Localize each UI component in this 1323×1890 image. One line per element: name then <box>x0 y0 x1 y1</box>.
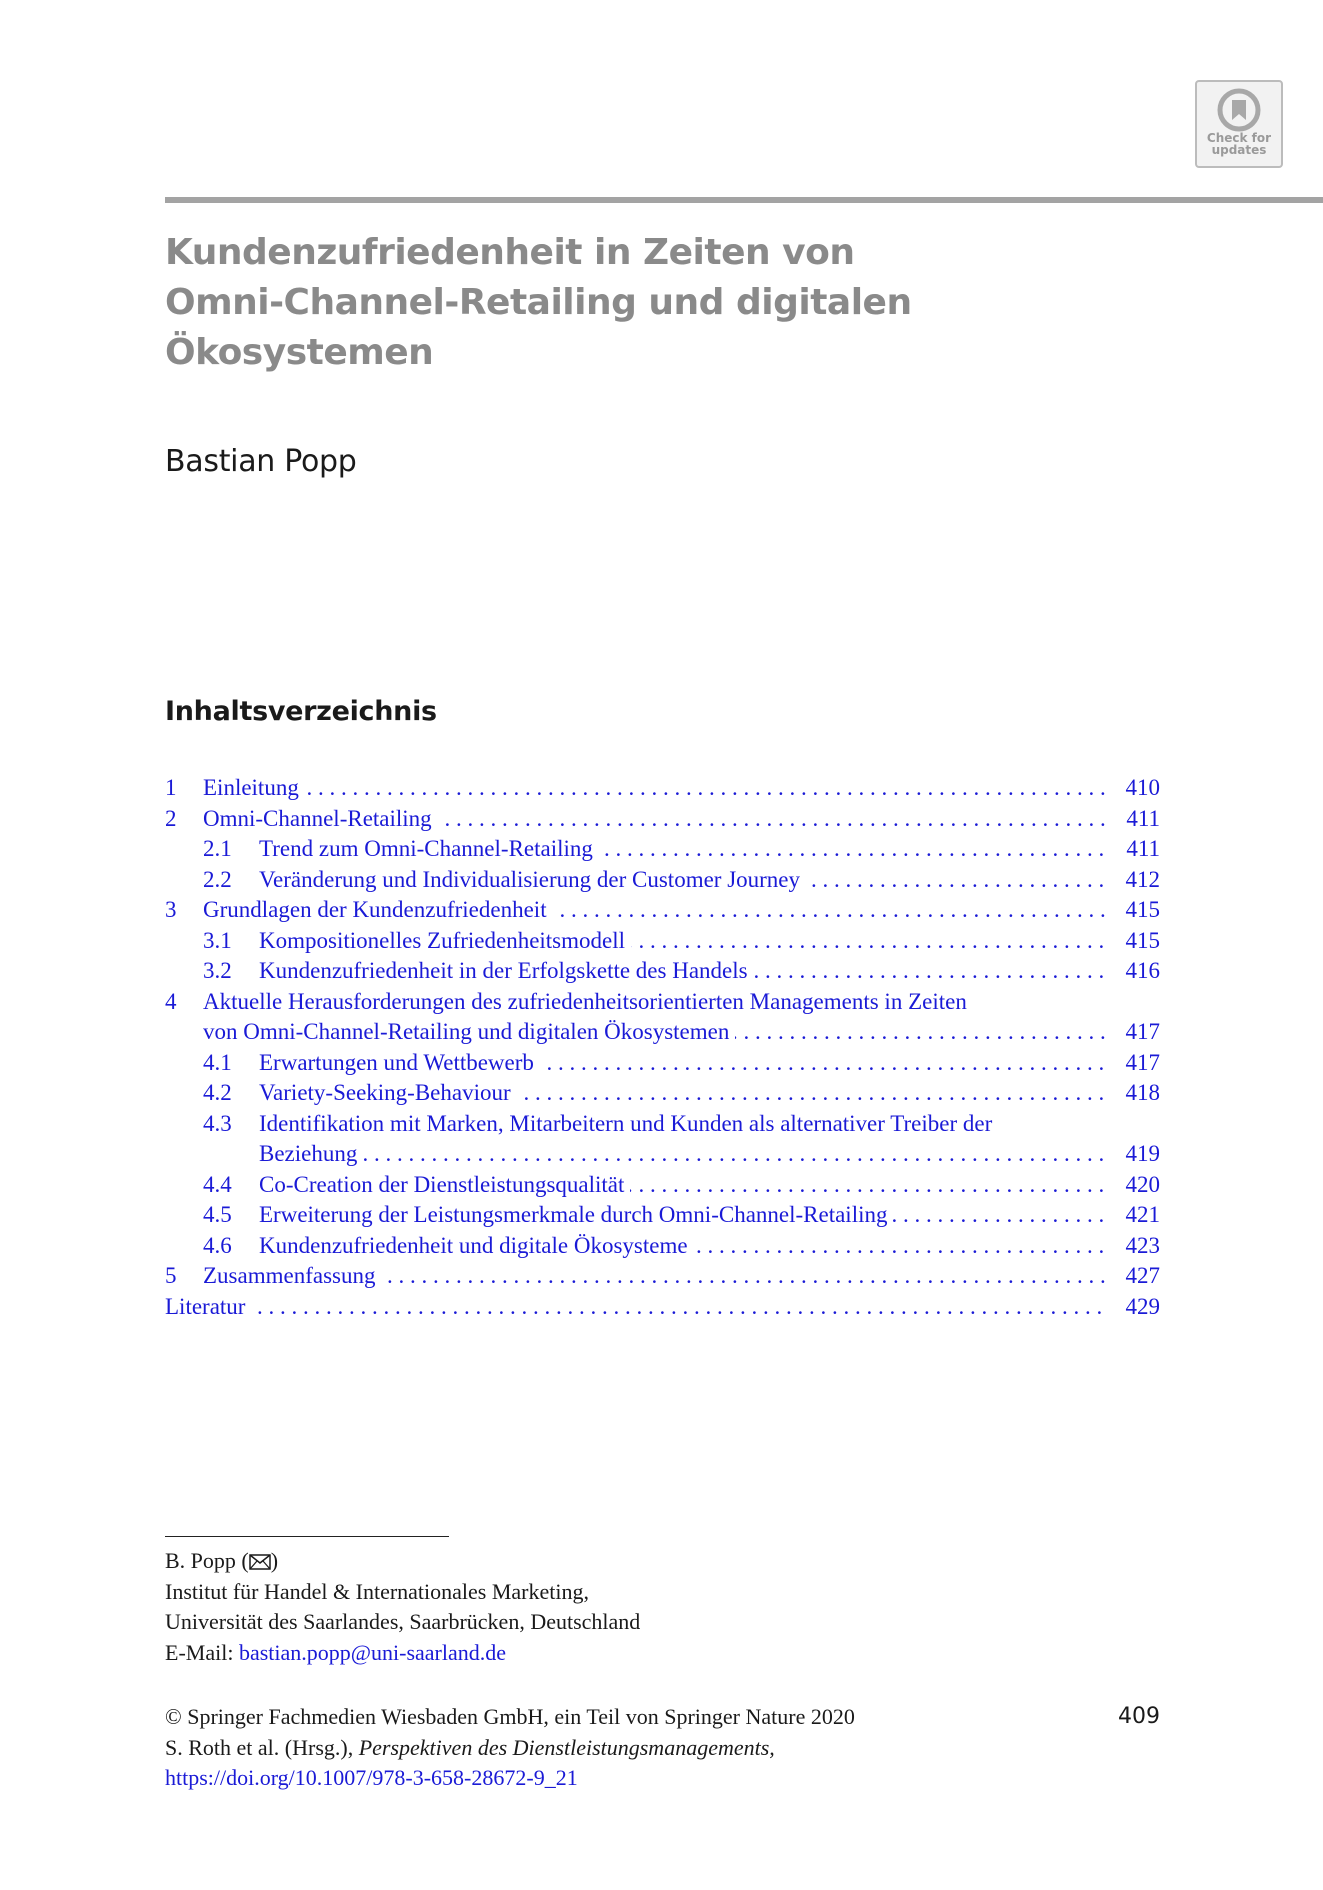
toc-number: 4.4 <box>203 1171 232 1197</box>
toc-entry[interactable] <box>165 1292 1160 1323</box>
toc-number: 3 <box>165 897 177 922</box>
copyright-line: © Springer Fachmedien Wiesbaden GmbH, ein Teil von Springer Nature 2020 <box>165 1704 855 1729</box>
check-for-updates-badge[interactable] <box>1195 80 1283 168</box>
book-title: Perspektiven des Dienstleistungsmanagements, <box>358 1734 775 1760</box>
toc-page: 417 <box>1125 1019 1160 1044</box>
toc-title[interactable]: Aktuelle Herausforderungen des zufriedenheitsorientierten Managements in Zeiten <box>203 989 973 1014</box>
footnote-institute: Institut für Handel & Internationales Marketing, <box>165 1578 589 1604</box>
toc-title-continued[interactable]: von Omni-Channel-Retailing und digitalen Ökosystemen <box>203 1019 735 1044</box>
toc-entry[interactable] <box>165 1139 1160 1170</box>
toc-title[interactable]: Kundenzufriedenheit in der Erfolgskette des Handels <box>259 958 754 983</box>
toc-heading: Inhaltsverzeichnis <box>165 696 437 727</box>
toc-page: 427 <box>1125 1263 1160 1288</box>
badge-line-1: Check for <box>1206 131 1272 145</box>
toc-page: 410 <box>1125 775 1160 800</box>
toc-number: 1 <box>165 775 177 800</box>
toc-title[interactable]: Co-Creation der Dienstleistungsqualität <box>259 1172 630 1197</box>
toc-number: 4 <box>165 988 177 1014</box>
toc-page: 412 <box>1125 866 1160 892</box>
toc-entry[interactable] <box>165 1231 1160 1262</box>
toc-title[interactable]: Kundenzufriedenheit und digitale Ökosysteme <box>259 1233 694 1258</box>
footnote-email-line <box>165 1638 640 1669</box>
toc-entry[interactable] <box>165 1078 1160 1109</box>
doi-link[interactable]: https://doi.org/10.1007/978-3-658-28672-9_21 <box>165 1765 578 1790</box>
author-footnote <box>165 1546 640 1668</box>
toc-entry[interactable] <box>165 956 1160 987</box>
toc-title[interactable]: Veränderung und Individualisierung der Customer Journey <box>259 867 806 892</box>
toc-page: 415 <box>1125 897 1160 922</box>
email-label: E-Mail: <box>165 1639 239 1665</box>
toc-entry[interactable] <box>165 834 1160 865</box>
toc-title[interactable]: Identifikation mit Marken, Mitarbeitern und Kunden als alternativer Treiber der <box>259 1111 998 1136</box>
toc-entry[interactable] <box>165 987 1160 1018</box>
table-of-contents <box>165 773 1160 1322</box>
toc-title[interactable]: Erwartungen und Wettbewerb <box>259 1050 540 1075</box>
toc-entry[interactable] <box>165 773 1160 804</box>
author-name: Bastian Popp <box>165 444 357 479</box>
badge-line-2: updates <box>1211 143 1267 157</box>
author-short-name: B. Popp ( <box>165 1548 249 1573</box>
toc-title[interactable]: Erweiterung der Leistungsmerkmale durch Omni-Channel-Retailing <box>259 1202 893 1227</box>
paren-close: ) <box>270 1548 279 1573</box>
toc-page: 420 <box>1125 1171 1160 1197</box>
toc-page: 411 <box>1126 836 1160 861</box>
title-line-1: Kundenzufriedenheit in Zeiten von <box>165 232 855 273</box>
publication-info <box>165 1702 855 1794</box>
footnote-university: Universität des Saarlandes, Saarbrücken, Deutschland <box>165 1609 641 1634</box>
toc-entry[interactable] <box>165 1109 1160 1140</box>
toc-page: 419 <box>1125 1141 1160 1166</box>
toc-title[interactable]: Trend zum Omni-Channel-Retailing <box>259 836 599 861</box>
toc-page: 415 <box>1125 927 1160 953</box>
editors: S. Roth et al. (Hrsg.), <box>165 1734 359 1760</box>
toc-entry[interactable] <box>165 1017 1160 1048</box>
toc-page: 421 <box>1125 1202 1160 1227</box>
toc-title-continued[interactable]: Beziehung <box>259 1141 363 1166</box>
chapter-title <box>165 228 1065 378</box>
toc-title[interactable]: Variety-Seeking-Behaviour <box>259 1080 517 1105</box>
page-number: 409 <box>1118 1704 1160 1729</box>
toc-entry[interactable] <box>165 926 1160 957</box>
toc-page: 411 <box>1126 805 1160 831</box>
toc-number: 2.2 <box>203 866 232 892</box>
title-line-3: Ökosystemen <box>165 332 434 373</box>
footnote-name-line <box>165 1546 640 1577</box>
toc-title[interactable]: Kompositionelles Zufriedenheitsmodell <box>259 928 631 953</box>
footnote-rule <box>165 1536 449 1537</box>
toc-title[interactable]: Literatur <box>165 1294 251 1319</box>
toc-number: 3.1 <box>203 927 232 953</box>
toc-number: 4.2 <box>203 1080 232 1105</box>
toc-page: 429 <box>1125 1293 1160 1319</box>
toc-title[interactable]: Omni-Channel-Retailing <box>203 806 438 831</box>
toc-entry[interactable] <box>165 804 1160 835</box>
email-link[interactable]: bastian.popp@uni-saarland.de <box>238 1639 507 1665</box>
toc-page: 418 <box>1125 1080 1160 1105</box>
toc-page: 423 <box>1125 1232 1160 1258</box>
toc-entry[interactable] <box>165 1200 1160 1231</box>
toc-title[interactable]: Zusammenfassung <box>203 1263 381 1288</box>
toc-number: 4.6 <box>203 1232 232 1258</box>
toc-number: 4.3 <box>203 1110 232 1136</box>
toc-number: 3.2 <box>203 958 232 983</box>
toc-title[interactable]: Einleitung <box>203 775 305 800</box>
toc-entry[interactable] <box>165 1048 1160 1079</box>
toc-number: 2.1 <box>203 836 232 861</box>
toc-entry[interactable] <box>165 1261 1160 1292</box>
toc-page: 416 <box>1125 958 1160 983</box>
toc-number: 2 <box>165 805 177 831</box>
header-rule <box>165 197 1323 203</box>
citation-line <box>165 1733 855 1764</box>
toc-number: 4.5 <box>203 1202 232 1227</box>
envelope-icon[interactable] <box>249 1553 271 1571</box>
toc-entry[interactable] <box>165 865 1160 896</box>
toc-entry[interactable] <box>165 1170 1160 1201</box>
title-line-2: Omni-Channel-Retailing und digitalen <box>165 282 912 323</box>
toc-number: 5 <box>165 1263 177 1288</box>
toc-title[interactable]: Grundlagen der Kundenzufriedenheit <box>203 897 553 922</box>
toc-number: 4.1 <box>203 1049 232 1075</box>
check-for-updates-icon <box>1217 88 1261 132</box>
toc-entry[interactable] <box>165 895 1160 926</box>
toc-page: 417 <box>1125 1049 1160 1075</box>
